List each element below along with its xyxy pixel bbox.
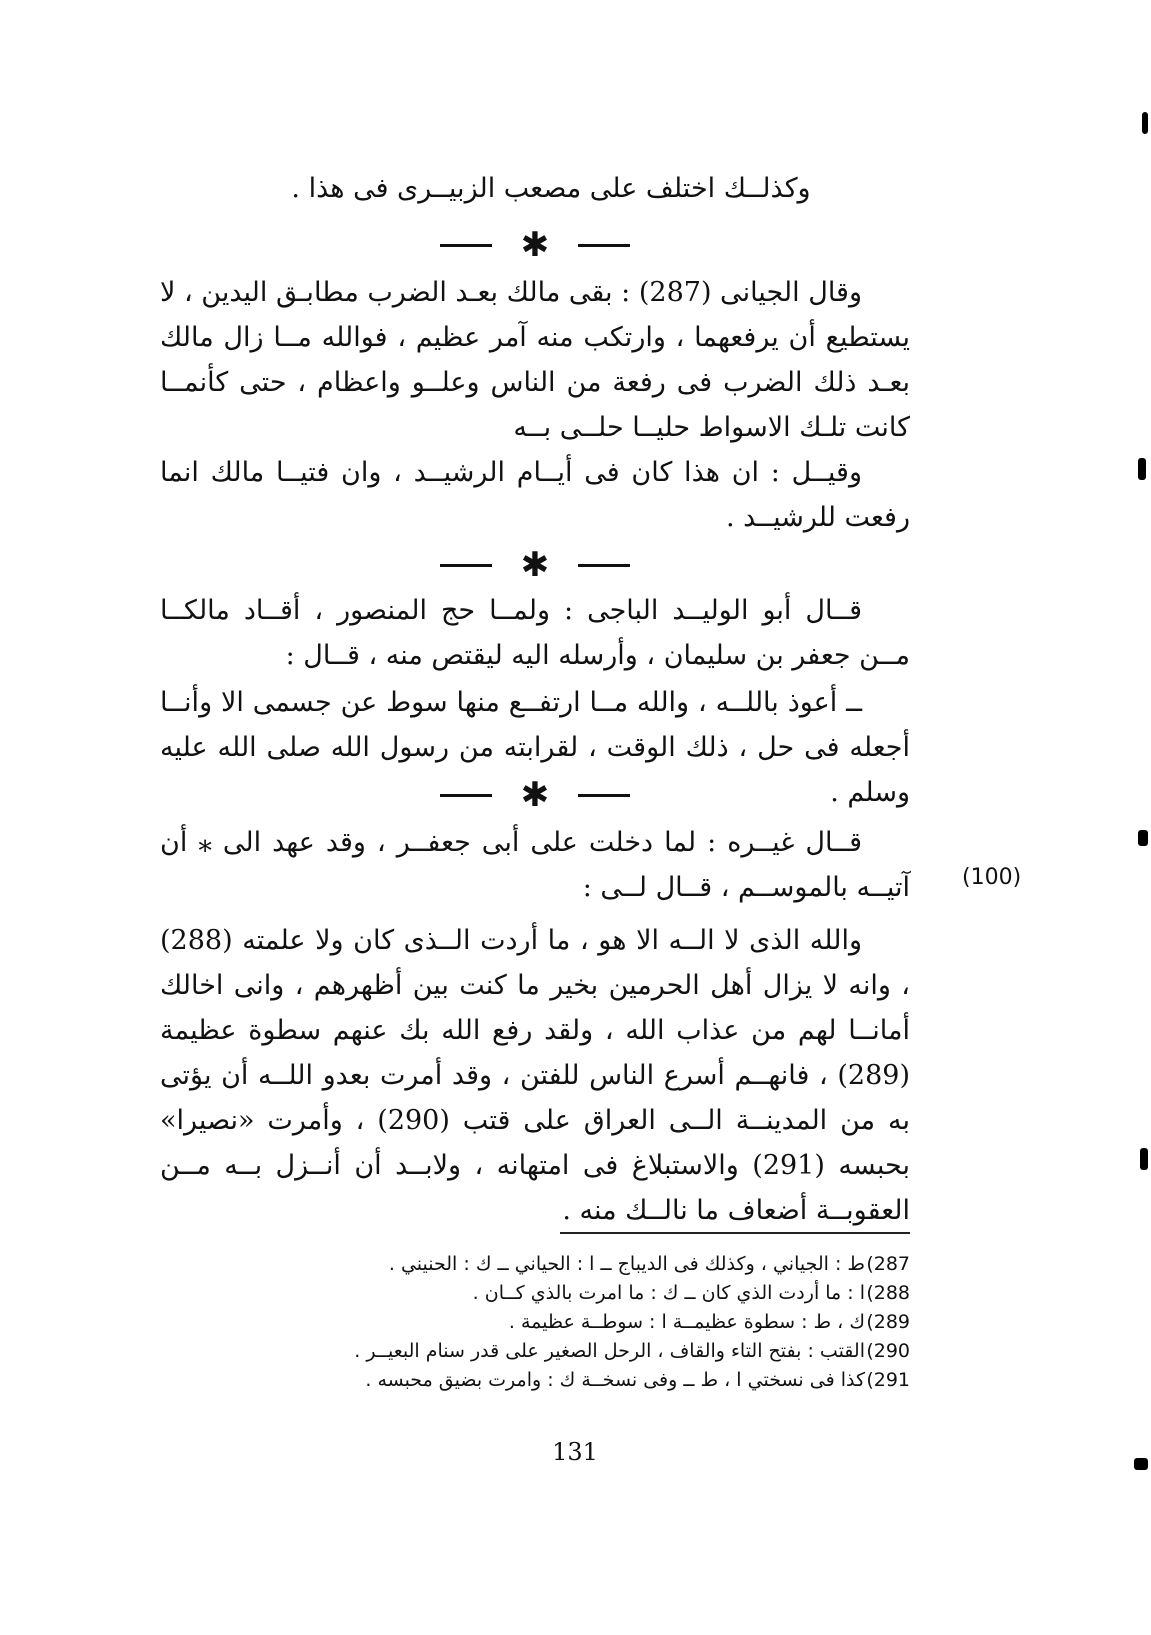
- divider-dash-right: [578, 794, 630, 797]
- footnote-289: [190, 1308, 910, 1337]
- paragraph-3-text: وقيــل : ان هذا كان فى أيــام الرشيــد ، وان فتيــا مالك انما رفعت للرشيــد .: [160, 457, 910, 533]
- paragraph-7: [160, 918, 910, 1233]
- paragraph-2: [160, 270, 910, 450]
- paragraph-4: [160, 588, 910, 678]
- footnote-text: القتب : بفتح التاء والقاف ، الرحل الصغير على قدر سنام البعيــر .: [354, 1340, 865, 1362]
- page-number: 131: [552, 1438, 598, 1466]
- divider-dash-left: [440, 564, 492, 567]
- footnote-number: 287): [866, 1253, 910, 1275]
- footnote-text: ا : ما أردت الذي كان ــ ك : ما امرت بالذي كــان .: [472, 1282, 865, 1304]
- margin-page-reference: (100): [962, 865, 1022, 890]
- paragraph-7-text: والله الذى لا الــه الا هو ، ما أردت الــذى كان ولا علمته (288) ، وانه لا يزال أهل الحرمين بخير ما كنت بين أظهرهم ، وانى اخالك أمانــا لهم من عذاب الله ، ولقد رفع الله بك عنهم سطوة عظيمة (289) ، فانهــم أسرع الناس للفتن ، وقد أمرت بعدو اللــه أن يؤتى به من المدينــة الــى العراق على قتب (290) ، وأمرت «نصيرا» بحبسه (291) والاستبلاغ فى امتهانه ، ولابــد أن أنــزل بــه مــن العقوبــة أضعاف ما نالــك منه .: [160, 925, 911, 1226]
- footnote-291: [190, 1366, 910, 1395]
- footnote-text: كذا فى نسختي ا ، ط ــ وفى نسخــة ك : وامرت بضيق محبسه .: [365, 1369, 865, 1391]
- section-divider-3: [440, 775, 630, 815]
- divider-dash-left: [440, 244, 492, 247]
- footnote-287: [190, 1250, 910, 1279]
- section-divider-2: [440, 545, 630, 585]
- divider-dash-right: [578, 244, 630, 247]
- footnote-separator: [560, 1232, 910, 1234]
- paragraph-1: [160, 166, 910, 211]
- footnote-number: 290): [866, 1340, 910, 1362]
- scan-edge-mark: [1138, 830, 1148, 846]
- asterisk-icon: ✱: [520, 775, 550, 815]
- footnote-290: [190, 1337, 910, 1366]
- scan-edge-mark: [1140, 1148, 1148, 1170]
- divider-dash-right: [578, 564, 630, 567]
- scan-edge-mark: [1138, 458, 1146, 480]
- divider-dash-left: [440, 794, 492, 797]
- scan-edge-mark: [1142, 112, 1148, 134]
- paragraph-6-text: قــال غيــره : لما دخلت على أبى جعفــر ، وقد عهد الى ⁎ أن آتيــه بالموســم ، قــال لــى :: [160, 827, 910, 903]
- paragraph-3: [160, 450, 910, 540]
- paragraph-6: [160, 820, 910, 910]
- paragraph-1-text: وكذلــك اختلف على مصعب الزبيــرى فى هذا .: [291, 173, 811, 204]
- paragraph-4-text: قــال أبو الوليــد الباجى : ولمــا حج المنصور ، أقــاد مالكــا مــن جعفر بن سليمان ، وأرسله اليه ليقتص منه ، قــال :: [160, 595, 910, 671]
- footnotes: [190, 1250, 910, 1395]
- footnote-text: ط : الجياني ، وكذلك فى الديباج ــ ا : الحياني ــ ك : الحنيني .: [388, 1253, 865, 1275]
- scan-edge-mark: [1134, 1458, 1148, 1470]
- asterisk-icon: ✱: [520, 225, 550, 265]
- footnote-number: 288): [866, 1282, 910, 1304]
- paragraph-5-text: ــ أعوذ باللــه ، والله مــا ارتفــع منها سوط عن جسمى الا وأنــا أجعله فى حل ، ذلك الوقت ، لقرابته من رسول الله صلى الله عليه وسلم .: [160, 687, 910, 808]
- footnote-number: 289): [866, 1311, 910, 1333]
- paragraph-2-text: وقال الجيانى (287) : بقى مالك بعـد الضرب مطابـق اليدين ، لا يستطيع أن يرفعهما ، وارتكب منه آمر عظيم ، فوالله مــا زال مالك بعـد ذلك الضرب فى رفعة من الناس وعلــو واعظام ، حتى كأنمــا كانت تلـك الاسواط حليــا حلــى بــه: [160, 277, 910, 443]
- section-divider-1: [440, 225, 630, 265]
- asterisk-icon: ✱: [520, 545, 550, 585]
- footnote-text: ك ، ط : سطوة عظيمــة ا : سوطــة عظيمة .: [508, 1311, 865, 1333]
- footnote-number: 291): [866, 1369, 910, 1391]
- footnote-288: [190, 1279, 910, 1308]
